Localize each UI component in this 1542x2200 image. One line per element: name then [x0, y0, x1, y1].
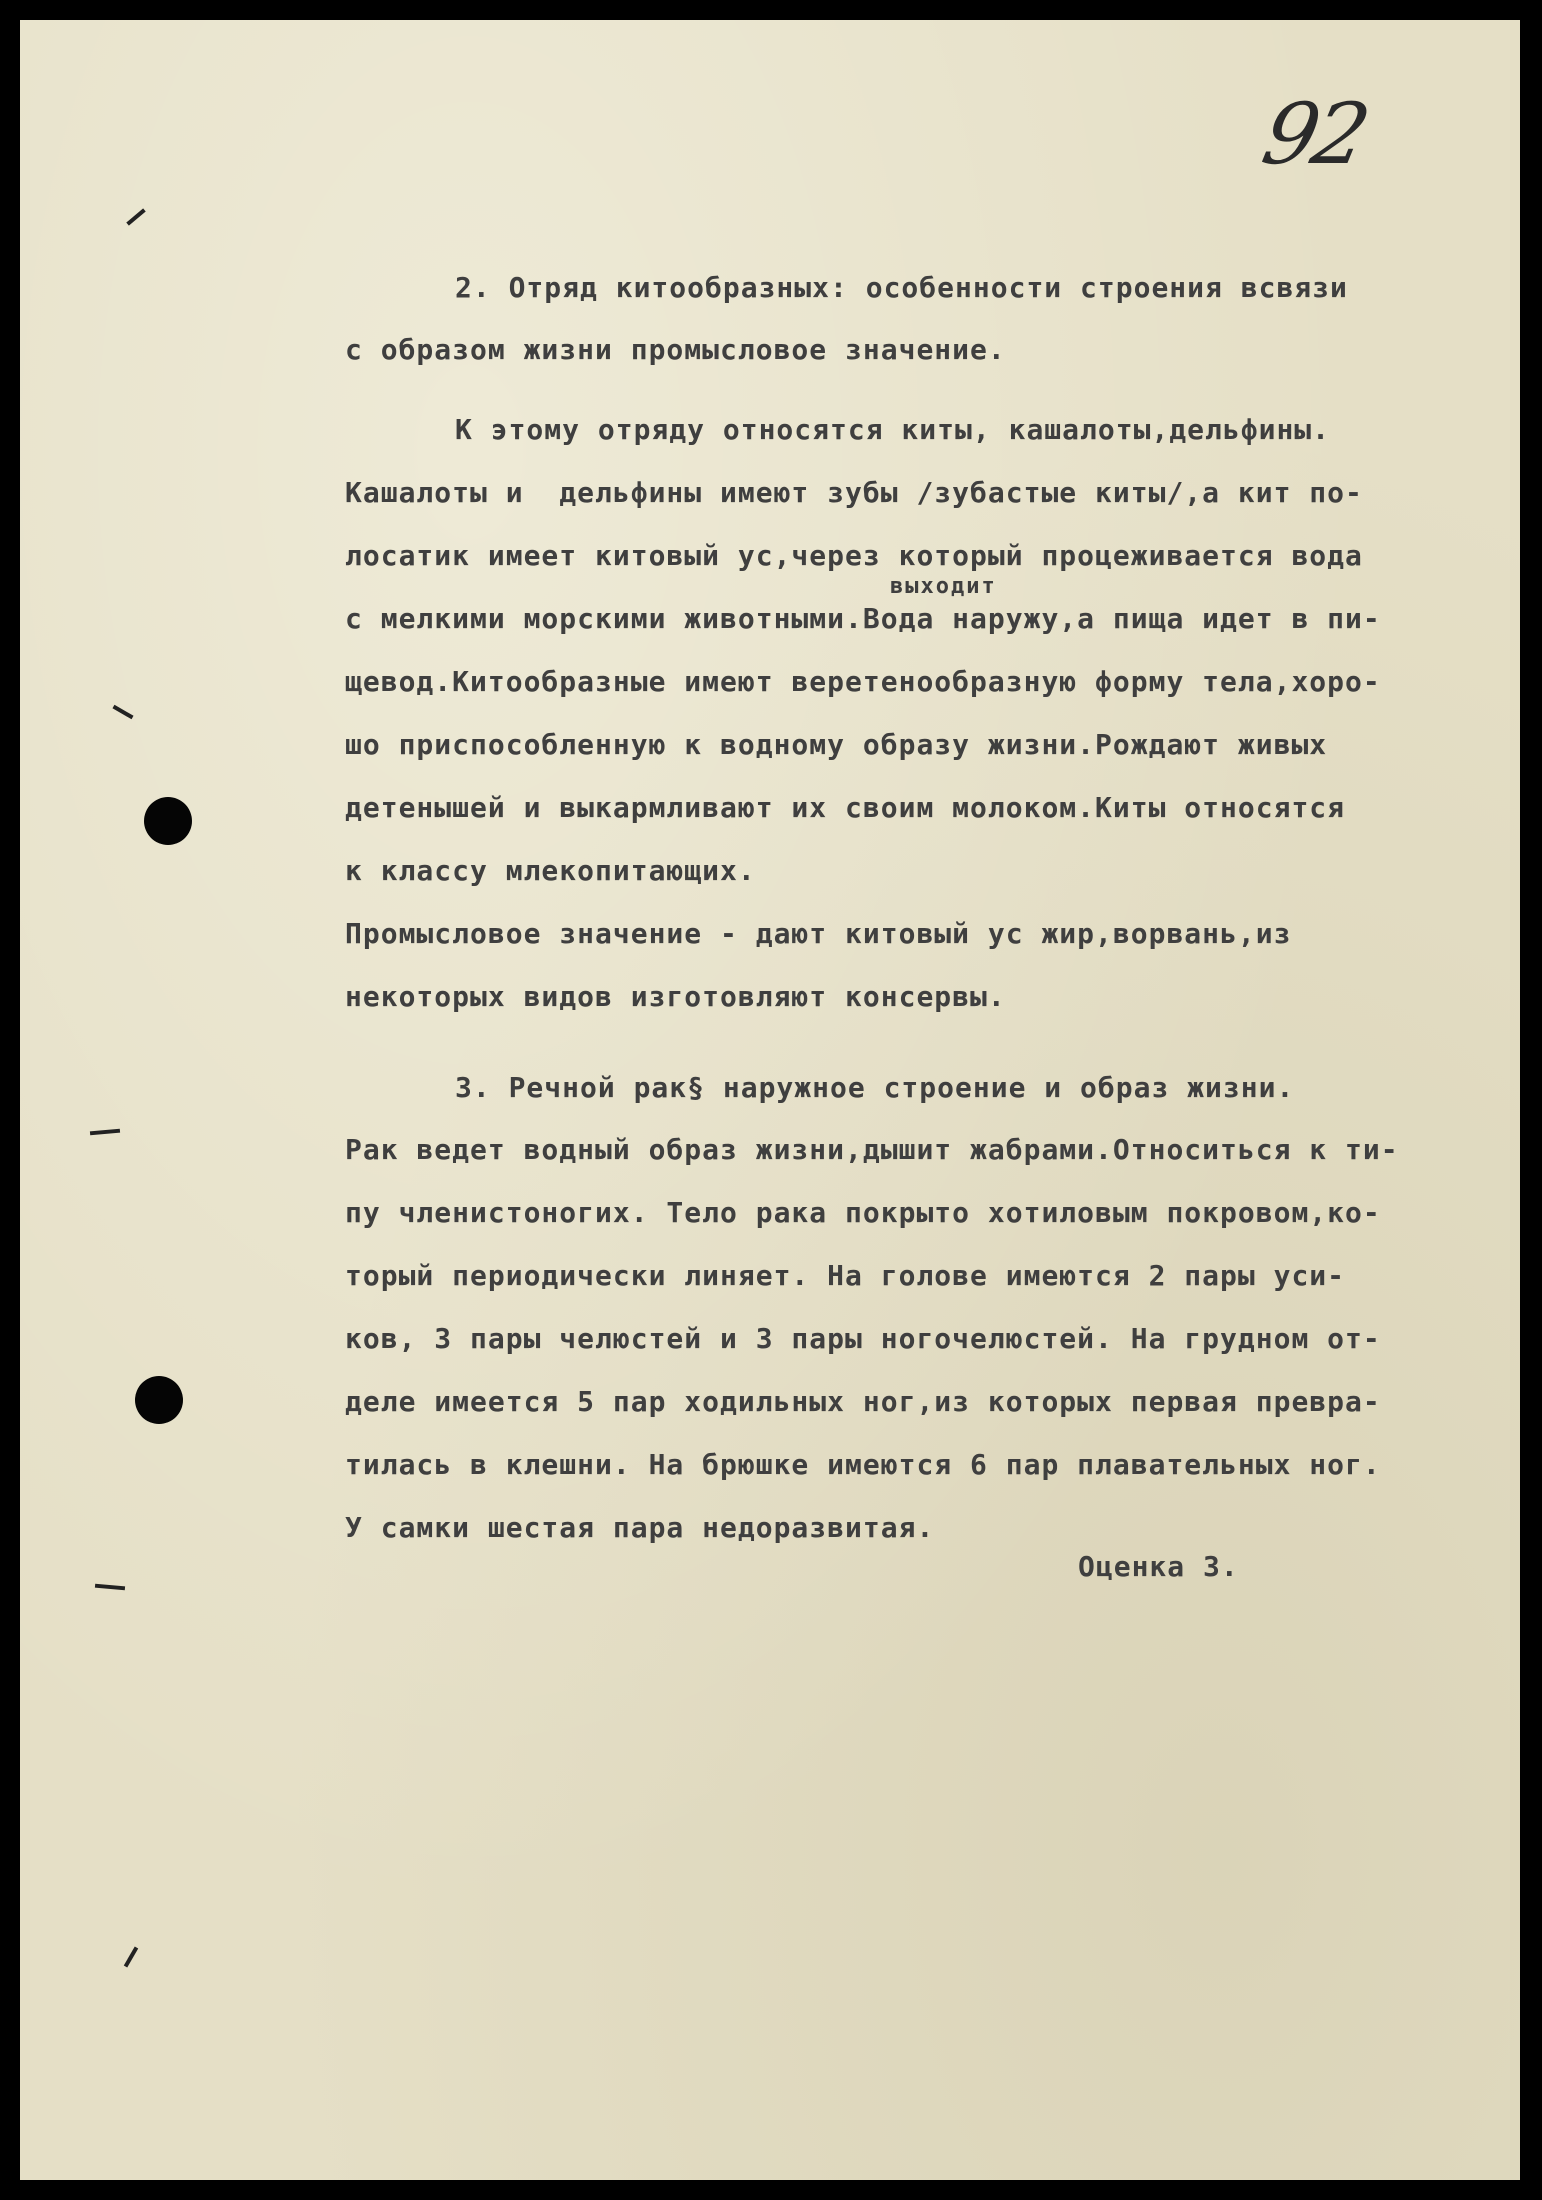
text-line: тилась в клешни. На брюшке имеются 6 пар плавательных ног.	[345, 1448, 1381, 1481]
interlinear-insert: выходит	[890, 574, 997, 599]
text-line: У самки шестая пара недоразвитая.	[345, 1511, 935, 1544]
document-page	[20, 20, 1520, 2180]
margin-mark	[95, 1584, 125, 1591]
text-line: Промысловое значение - дают китовый ус жир,ворвань,из	[345, 917, 1292, 950]
text-line: лосатик имеет китовый ус,через который процеживается вода	[345, 539, 1363, 572]
text-line: деле имеется 5 пар ходильных ног,из которых первая превра-	[345, 1385, 1381, 1418]
typed-body	[345, 268, 1445, 1544]
margin-mark	[126, 208, 145, 225]
text-line: торый периодически линяет. На голове имеются 2 пары уси-	[345, 1259, 1346, 1292]
page-number: 92	[1254, 85, 1375, 183]
margin-mark	[112, 705, 133, 719]
punch-hole-upper	[144, 797, 192, 845]
text-line: шо приспособленную к водному образу жизни.Рождают живых	[345, 728, 1328, 761]
grade-note: Оценка 3.	[1078, 1550, 1239, 1583]
text-line: Рак ведет водный образ жизни,дышит жабрами.Относиться к ти-	[345, 1133, 1399, 1166]
text-line: к классу млекопитающих.	[345, 854, 756, 887]
margin-mark	[90, 1129, 120, 1136]
section-2-heading-line-1: 2. Отряд китообразных: особенности строения всвязи	[455, 271, 1348, 304]
text-line: детенышей и выкармливают их своим молоком.Киты относятся	[345, 791, 1346, 824]
punch-hole-lower	[135, 1376, 183, 1424]
text-line: К этому отряду относятся киты, кашалоты,дельфины.	[455, 413, 1331, 446]
text-line: щевод.Китообразные имеют веретенообразную форму тела,хоро-	[345, 665, 1381, 698]
text-line: Кашалоты и дельфины имеют зубы /зубастые киты/,а кит по-	[345, 476, 1363, 509]
section-2-heading-line-2: с образом жизни промысловое значение.	[345, 333, 1006, 366]
text-line: ков, 3 пары челюстей и 3 пары ногочелюстей. На грудном от-	[345, 1322, 1381, 1355]
text-line: с мелкими морскими животными.Вода наружу,а пища идет в пи-	[345, 602, 1381, 635]
section-3-heading: 3. Речной рак§ наружное строение и образ жизни.	[455, 1071, 1295, 1104]
text-line: пу членистоногих. Тело рака покрыто хотиловым покровом,ко-	[345, 1196, 1381, 1229]
margin-mark	[124, 1946, 138, 1967]
text-line: некоторых видов изготовляют консервы.	[345, 980, 1006, 1013]
